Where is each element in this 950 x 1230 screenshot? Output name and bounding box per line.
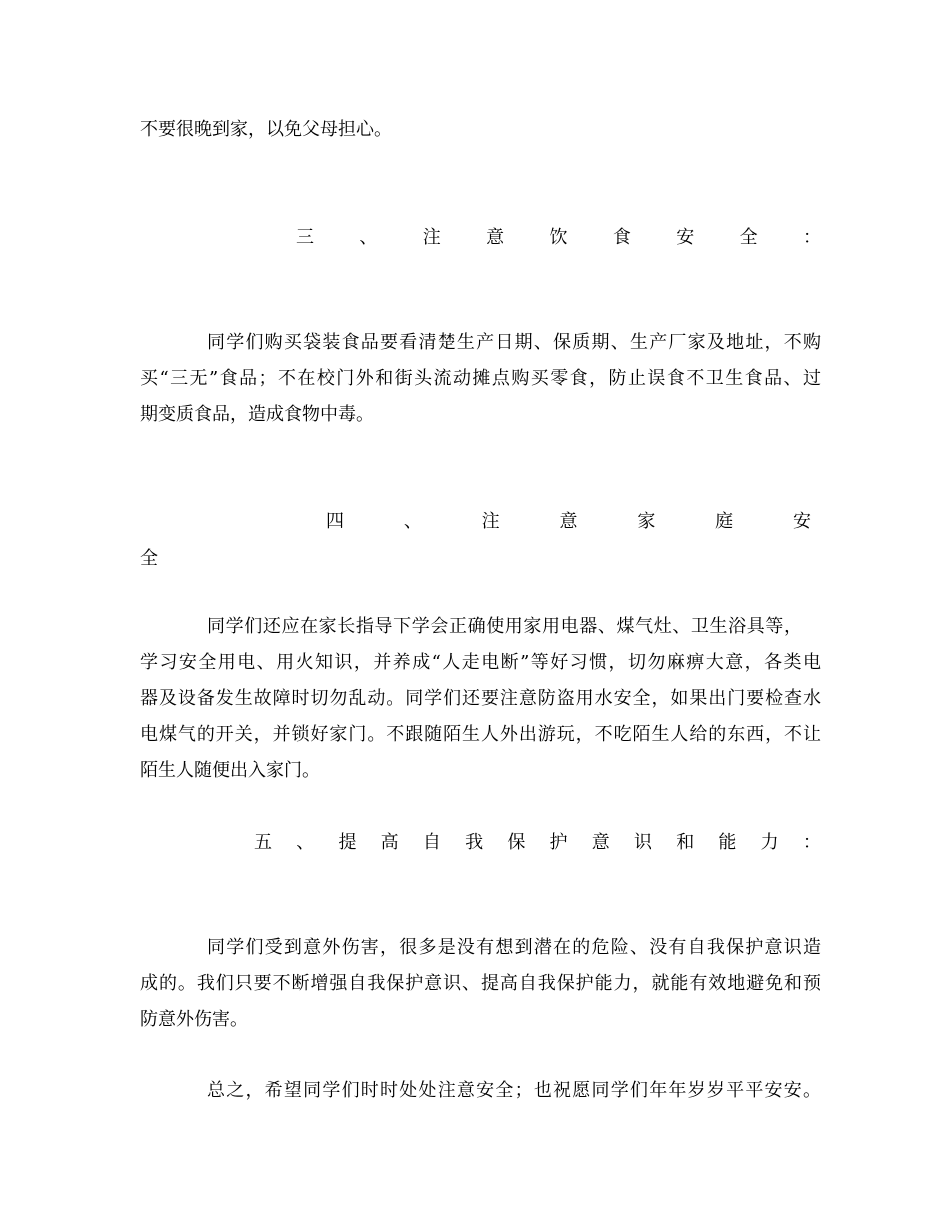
heading-char: 安 bbox=[676, 227, 695, 248]
paragraph-food-line-2: 买“三无”食品；不在校门外和街头流动摊点购买零食，防止误食不卫生食品、过 bbox=[140, 368, 821, 389]
heading-char: 四 bbox=[326, 511, 344, 532]
paragraph-protection-line-1: 同学们受到意外伤害，很多是没有想到潜在的危险、没有自我保护意识造 bbox=[207, 937, 821, 958]
heading-char: 注 bbox=[481, 511, 500, 532]
paragraph-protection-line-2: 成的。我们只要不断增强自我保护意识、提高自我保护能力，就能有效地避免和预 bbox=[140, 973, 821, 994]
paragraph-home-line-1: 同学们还应在家长指导下学会正确使用家用电器、煤气灶、卫生浴具等， bbox=[207, 616, 802, 637]
heading-char: 自 bbox=[422, 832, 441, 853]
paragraph-home-line-2: 学习安全用电、用火知识，并养成“人走电断”等好习惯，切勿麻痹大意，各类电 bbox=[140, 652, 821, 673]
heading-char: 意 bbox=[559, 511, 578, 532]
heading-char: 提 bbox=[338, 832, 357, 853]
heading-char: 食 bbox=[612, 227, 631, 248]
paragraph-home-line-5: 陌生人随便出入家门。 bbox=[140, 760, 320, 781]
heading-char: ： bbox=[803, 227, 821, 248]
heading-char: 、 bbox=[403, 511, 422, 532]
heading-char: 识 bbox=[633, 832, 652, 853]
heading-char: 意 bbox=[591, 832, 610, 853]
heading-char: 护 bbox=[549, 832, 568, 853]
heading-home-safety bbox=[326, 510, 811, 534]
paragraph-home-line-3: 器及设备发生故障时切勿乱动。同学们还要注意防盗用水安全，如果出门要检查水 bbox=[140, 688, 821, 709]
heading-char: 我 bbox=[465, 832, 484, 853]
heading-home-safety-wrap: 全 bbox=[140, 548, 158, 569]
heading-char: 意 bbox=[486, 227, 505, 248]
heading-char: 力 bbox=[760, 832, 779, 853]
heading-char: 三 bbox=[296, 227, 314, 248]
heading-char: 安 bbox=[792, 511, 811, 532]
heading-char: 、 bbox=[296, 832, 315, 853]
paragraph-protection-line-3: 防意外伤害。 bbox=[140, 1009, 248, 1030]
heading-char: 、 bbox=[359, 227, 378, 248]
heading-char: 庭 bbox=[715, 511, 734, 532]
heading-char: 饮 bbox=[549, 227, 568, 248]
paragraph-intro-end: 不要很晚到家，以免父母担心。 bbox=[140, 119, 392, 140]
heading-char: 注 bbox=[422, 227, 441, 248]
paragraph-food-line-3: 期变质食品，造成食物中毒。 bbox=[140, 404, 374, 425]
heading-char: 全 bbox=[739, 227, 758, 248]
heading-char: ： bbox=[802, 832, 821, 853]
paragraph-closing: 总之，希望同学们时时处处注意安全；也祝愿同学们年年岁岁平平安安。 bbox=[207, 1080, 821, 1101]
heading-char: 五 bbox=[254, 832, 272, 853]
heading-char: 家 bbox=[637, 511, 656, 532]
heading-char: 高 bbox=[380, 832, 399, 853]
paragraph-home-line-4: 电煤气的开关，并锁好家门。不跟随陌生人外出游玩，不吃陌生人给的东西，不让 bbox=[140, 724, 821, 745]
heading-char: 和 bbox=[676, 832, 695, 853]
paragraph-food-line-1: 同学们购买袋装食品要看清楚生产日期、保质期、生产厂家及地址，不购 bbox=[207, 332, 821, 353]
heading-char: 保 bbox=[507, 832, 526, 853]
heading-char: 能 bbox=[718, 832, 737, 853]
heading-food-safety bbox=[296, 226, 821, 250]
heading-self-protection bbox=[254, 831, 821, 855]
